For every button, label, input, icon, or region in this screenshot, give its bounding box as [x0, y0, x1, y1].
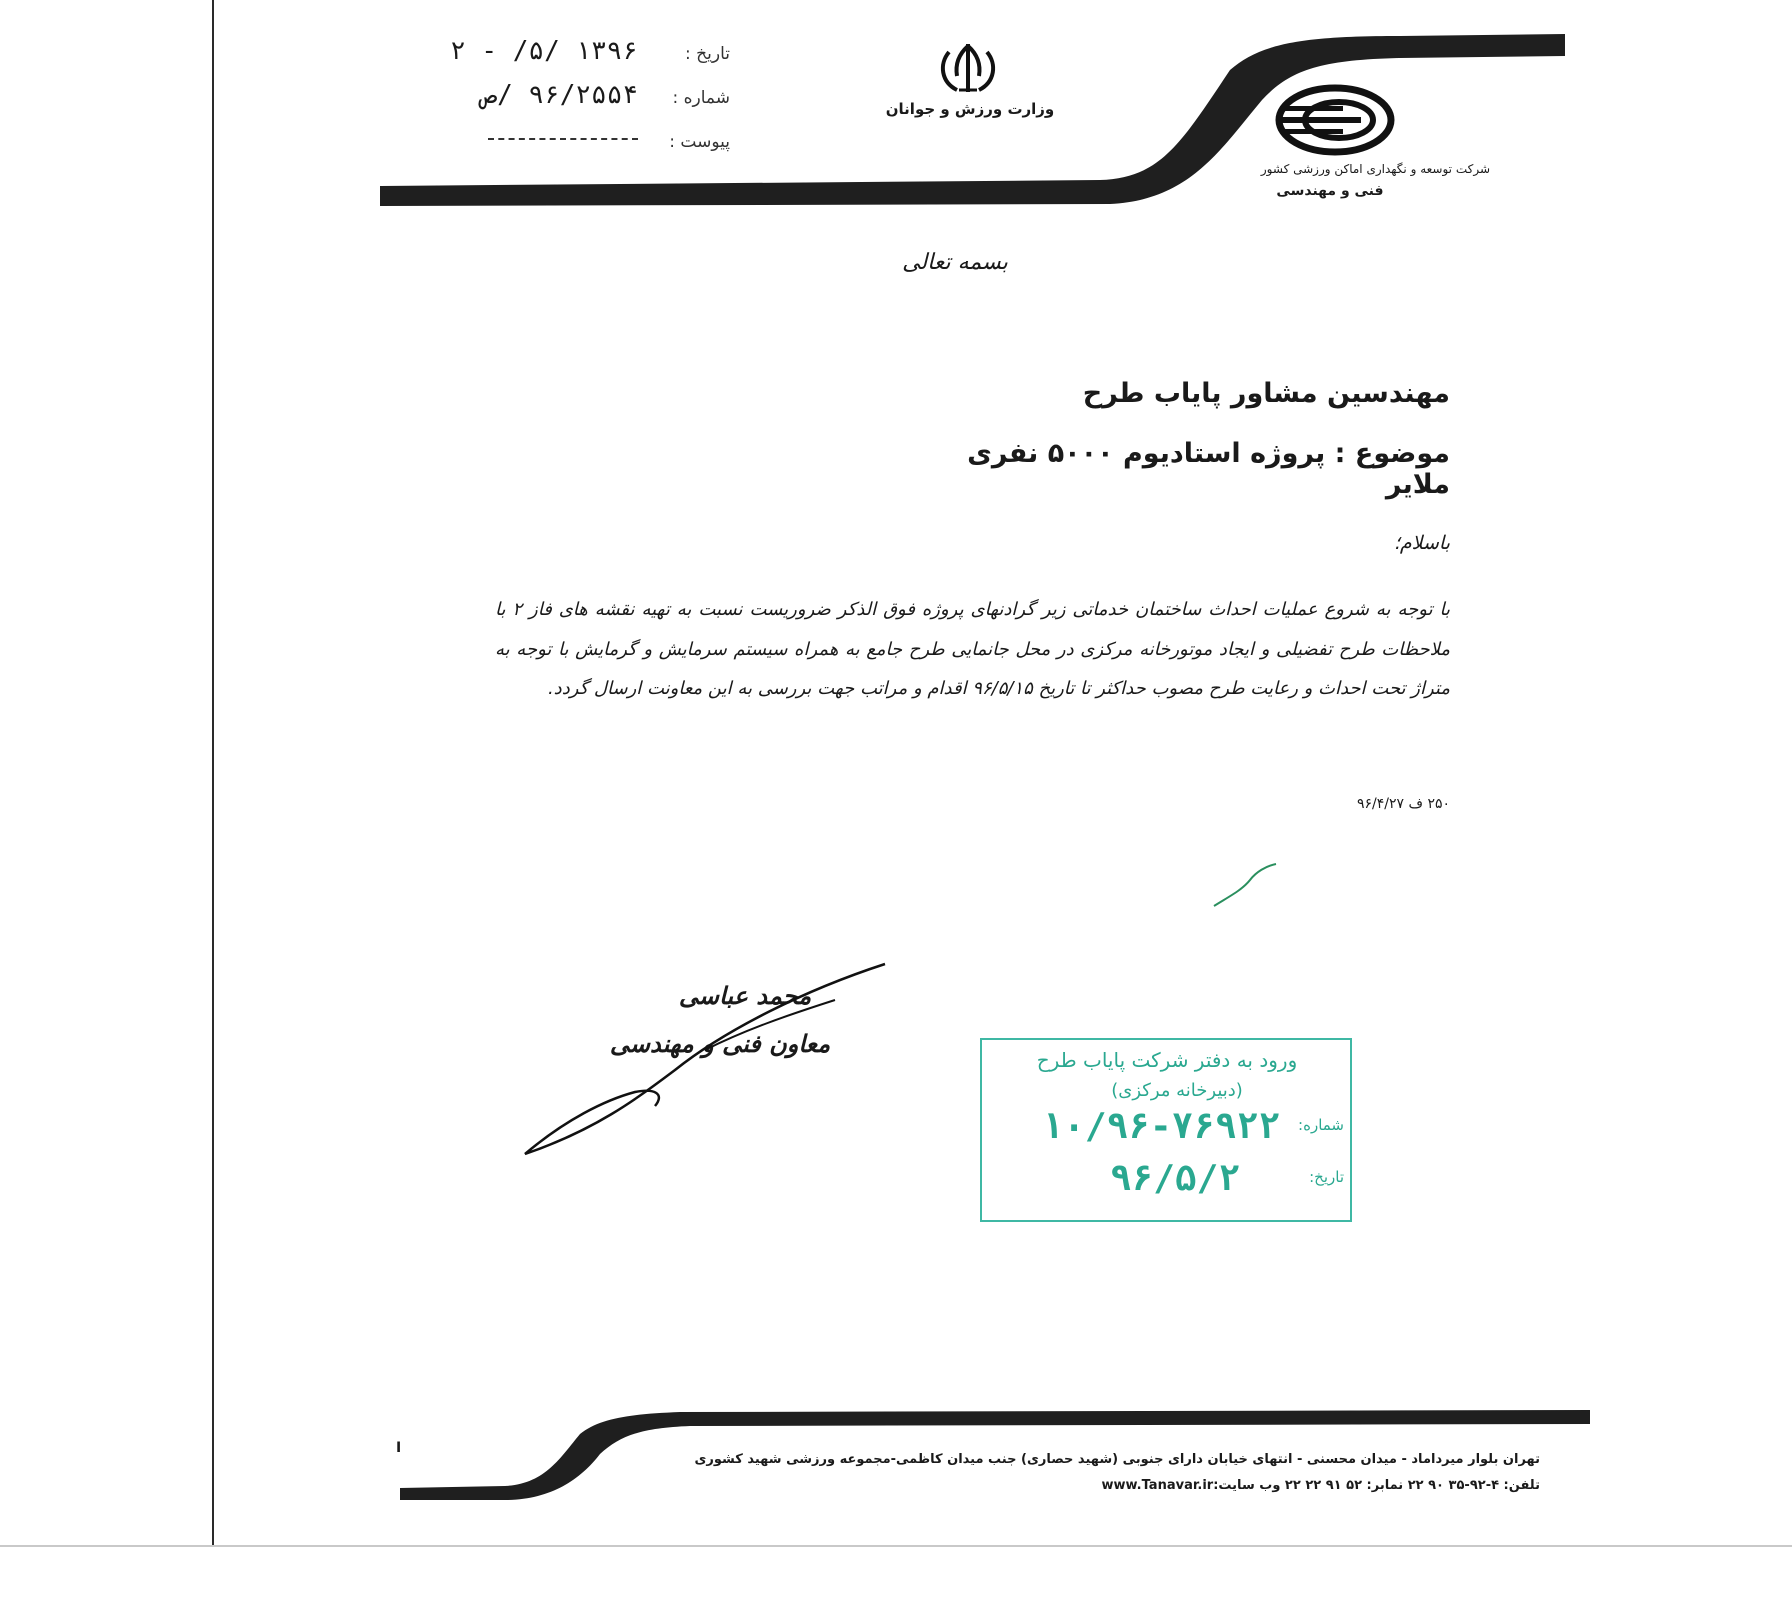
- page-bottom-edge: [0, 1545, 1792, 1547]
- date-label: تاریخ :: [685, 44, 730, 64]
- subject-line: موضوع : پروژه استادیوم ۵۰۰۰ نفری ملایر: [967, 438, 1450, 500]
- page-mark: I: [396, 1440, 402, 1456]
- company-department: فنی و مهندسی: [1276, 183, 1384, 199]
- letter-body: با توجه به شروع عملیات احداث ساختمان خدماتی زیر گرادنهای پروژه فوق الذکر ضروریست نسبت به تهیه نقشه های فاز ۲ با ملاحظات طرح تفضیلی و ایجاد موتورخانه مرکزی در محل جانمایی طرح جامع به همراه سیستم سرمایش و گرمایش با توجه به متراژ تحت احداث و رعایت طرح مصوب حداکثر تا تاریخ ۹۶/۵/۱۵ اقدام و مراتب جهت بررسی به این معاونت ارسال گردد.: [495, 599, 1450, 699]
- number-row: [420, 80, 730, 118]
- handwritten-mark: [1210, 860, 1280, 910]
- attachment-label: پیوست :: [669, 132, 730, 152]
- number-label: شماره :: [672, 88, 730, 108]
- stamp-date-label: تاریخ:: [1309, 1168, 1344, 1186]
- ministry-name: وزارت ورزش و جوانان: [885, 100, 1055, 118]
- page-left-edge: [212, 0, 214, 1545]
- company-logo-icon: [1275, 84, 1395, 156]
- handwritten-signature: [505, 960, 895, 1160]
- attachment-row: [420, 124, 730, 162]
- footer-contact: تلفن: ۴-۹۲-۳۵ ۹۰ ۲۲ نمابر: ۵۲ ۹۱ ۲۲ ۲۲ وب سایت:www.Tanavar.ir: [1101, 1478, 1540, 1493]
- date-value: ۱۳۹۶ /۵/ - ۲: [450, 36, 638, 66]
- receipt-stamp: [980, 1038, 1352, 1222]
- stamp-number-label: شماره:: [1298, 1116, 1344, 1134]
- reference-note: ۲۵۰ ف ۹۶/۴/۲۷: [1356, 796, 1450, 812]
- attachment-dotted-line: [488, 138, 638, 140]
- signer-name: محمد عباسی: [678, 982, 812, 1010]
- date-row: [420, 36, 730, 74]
- stamp-subtitle: (دبیرخانه مرکزی): [1111, 1080, 1243, 1101]
- basmala: بسمه تعالی: [902, 250, 1008, 275]
- recipient: مهندسین مشاور پایاب طرح: [1082, 378, 1450, 409]
- number-value: ۹۶/۲۵۵۴ /ص: [481, 80, 638, 110]
- stamp-date-value: ۹۶/۵/۲: [1109, 1158, 1240, 1199]
- company-name: شرکت توسعه و نگهداری اماکن ورزشی کشور: [1260, 162, 1490, 176]
- stamp-number-value: ۱۰/۹۶-۷۶۹۲۲: [1041, 1106, 1280, 1147]
- footer-address: تهران بلوار میرداماد - میدان محسنی - انتهای خیابان دارای جنوبی (شهید حصاری) جنب میدان کاظمی-مجموعه ورزشی شهید کشوری: [694, 1452, 1540, 1467]
- iran-emblem-icon: [935, 40, 1001, 98]
- greeting: باسلام؛: [1393, 532, 1450, 554]
- stamp-title: ورود به دفتر شرکت پایاب طرح: [1036, 1048, 1298, 1072]
- signer-title: معاون فنی و مهندسی: [609, 1030, 831, 1058]
